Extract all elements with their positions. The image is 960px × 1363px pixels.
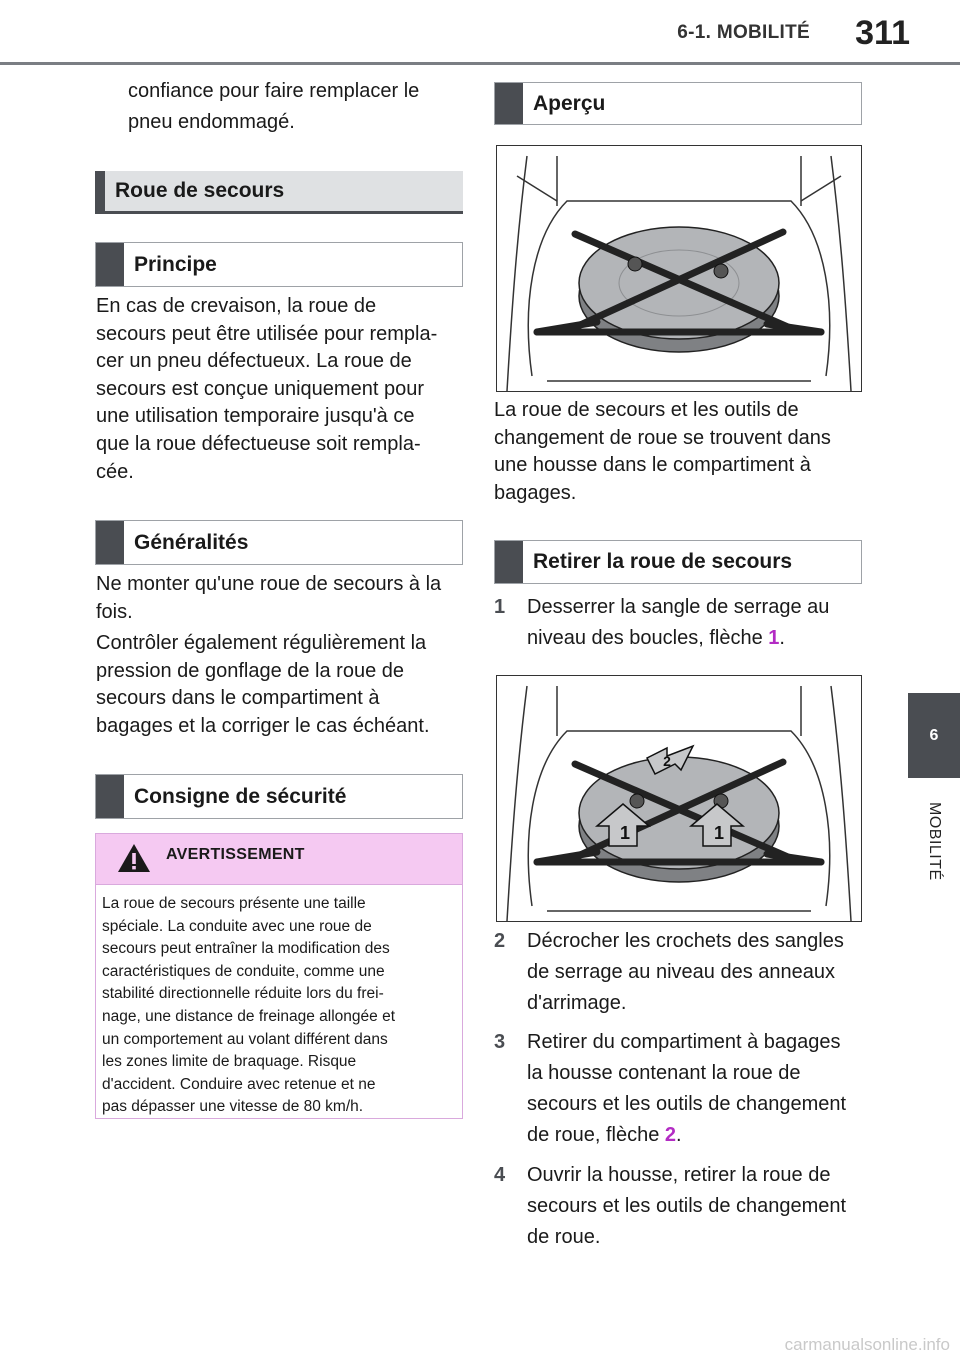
text-line: secours peut être utilisée pour rempla-	[96, 322, 438, 345]
step-text	[527, 1027, 860, 1151]
heading-bar	[96, 243, 124, 286]
main-heading-label: Roue de secours	[115, 179, 285, 202]
text-line: d'accident. Conduire avec retenue et ne	[102, 1075, 376, 1093]
text-line: stabilité directionnelle réduite lors du frei-	[102, 985, 384, 1003]
text-line: secours dans le compartiment à	[96, 687, 380, 710]
arrow-reference: 2	[664, 1124, 676, 1146]
text-line: une housse dans le compartiment à	[494, 454, 811, 477]
page-number: 311	[855, 14, 910, 52]
text-line: changement de roue se trouvent dans	[494, 426, 831, 449]
step-text	[527, 926, 860, 1019]
step-text	[527, 592, 860, 654]
text-line: la housse contenant la roue de	[527, 1062, 801, 1084]
text-line: Ne monter qu'une roue de secours à la	[96, 573, 442, 595]
text-line: d'arrimage.	[527, 992, 627, 1014]
step-1	[494, 592, 860, 654]
heading-label: Principe	[134, 252, 217, 276]
warning-icon	[116, 842, 152, 874]
text-line: Ouvrir la housse, retirer la roue de	[527, 1164, 831, 1186]
text-line: pression de gonflage de la roue de	[96, 659, 405, 682]
svg-text:1: 1	[619, 823, 631, 843]
text-line: de serrage au niveau des anneaux	[527, 961, 836, 983]
svg-text:1: 1	[713, 823, 725, 843]
chapter-label: MOBILITÉ	[926, 801, 943, 881]
text-line: secours et les outils de changement	[527, 1093, 847, 1115]
principe-text	[96, 293, 437, 486]
step-number: 3	[494, 1031, 506, 1053]
text-line: Desserrer la sangle de serrage au	[527, 596, 830, 618]
heading-label: Retirer la roue de secours	[533, 550, 793, 573]
heading-underline	[95, 211, 463, 214]
text-line: une utilisation temporaire jusqu'à ce	[96, 405, 415, 428]
text-line: bagages et la corriger le cas échéant.	[96, 714, 430, 737]
apercu-text	[494, 397, 831, 507]
text-line: La roue de secours et les outils de	[494, 399, 799, 421]
arrow-reference: 1	[768, 627, 780, 649]
text-line: secours et les outils de changement	[527, 1195, 847, 1217]
text-line: pneu endommagé.	[128, 111, 295, 133]
heading-label: Aperçu	[533, 91, 606, 115]
text-line: de roue, flèche 2.	[527, 1124, 682, 1146]
intro-text	[128, 76, 419, 138]
text-line: pas dépasser une vitesse de 80 km/h.	[102, 1098, 364, 1116]
text-line: nage, une distance de freinage allongée et	[102, 1007, 396, 1025]
text-line: Retirer du compartiment à bagages	[527, 1031, 841, 1053]
heading-bar	[95, 171, 105, 214]
text-line: bagages.	[494, 481, 577, 504]
heading-label: Consigne de sécurité	[134, 784, 347, 808]
text-line: cer un pneu défectueux. La roue de	[96, 350, 412, 373]
section-title: 6-1. MOBILITÉ	[677, 22, 810, 43]
text-line: secours peut entraîner la modification des	[102, 940, 390, 958]
warning-header	[96, 834, 462, 885]
step-4	[494, 1160, 860, 1253]
chapter-tab[interactable]: 6	[908, 693, 960, 778]
generalites-para2	[96, 630, 430, 740]
text-line: spéciale. La conduite avec une roue de	[102, 917, 372, 935]
text-line: fois.	[96, 600, 133, 623]
heading-principe	[95, 242, 463, 287]
text-line: secours est conçue uniquement pour	[96, 377, 424, 400]
text-line: de roue.	[527, 1226, 601, 1248]
heading-generalites	[95, 520, 463, 565]
heading-consigne	[95, 774, 463, 819]
footer-watermark: carmanualsonline.info	[784, 1335, 950, 1354]
trunk-illustration-arrows	[497, 676, 861, 921]
heading-retirer	[494, 540, 862, 584]
warning-title: AVERTISSEMENT	[166, 846, 305, 863]
text-line: Contrôler également régulièrement la	[96, 632, 427, 654]
trunk-illustration	[497, 146, 861, 391]
heading-apercu	[494, 82, 862, 125]
heading-bar	[495, 83, 523, 124]
figure-spare-wheel-overview	[496, 145, 862, 392]
step-3	[494, 1027, 860, 1151]
chapter-side-label	[908, 786, 960, 896]
text-line: confiance pour faire remplacer le	[128, 80, 420, 102]
text-line: Décrocher les crochets des sangles	[527, 930, 844, 952]
header-rule	[0, 62, 960, 65]
text-line: La roue de secours présente une taille	[102, 895, 366, 912]
warning-text	[96, 885, 462, 1119]
text-line: En cas de crevaison, la roue de	[96, 295, 377, 317]
step-number: 1	[494, 596, 506, 618]
heading-bar	[96, 775, 124, 818]
step-number: 4	[494, 1164, 506, 1186]
heading-bar	[495, 541, 523, 583]
text-line: un comportement au volant différent dans	[102, 1030, 388, 1048]
warning-box	[95, 833, 463, 1119]
svg-text:2: 2	[663, 753, 671, 769]
heading-label: Généralités	[134, 530, 249, 554]
text-line: niveau des boucles, flèche 1.	[527, 627, 785, 649]
step-2	[494, 926, 860, 1019]
text-line: cée.	[96, 460, 134, 483]
step-text	[527, 1160, 860, 1253]
main-heading	[95, 171, 463, 214]
figure-loosen-straps	[496, 675, 862, 922]
text-line: les zones limite de braquage. Risque	[102, 1053, 357, 1071]
text-line: caractéristiques de conduite, comme une	[102, 962, 385, 980]
heading-bar	[96, 521, 124, 564]
step-number: 2	[494, 930, 506, 952]
text-line: que la roue défectueuse soit rempla-	[96, 432, 421, 455]
generalites-para1	[96, 571, 441, 626]
